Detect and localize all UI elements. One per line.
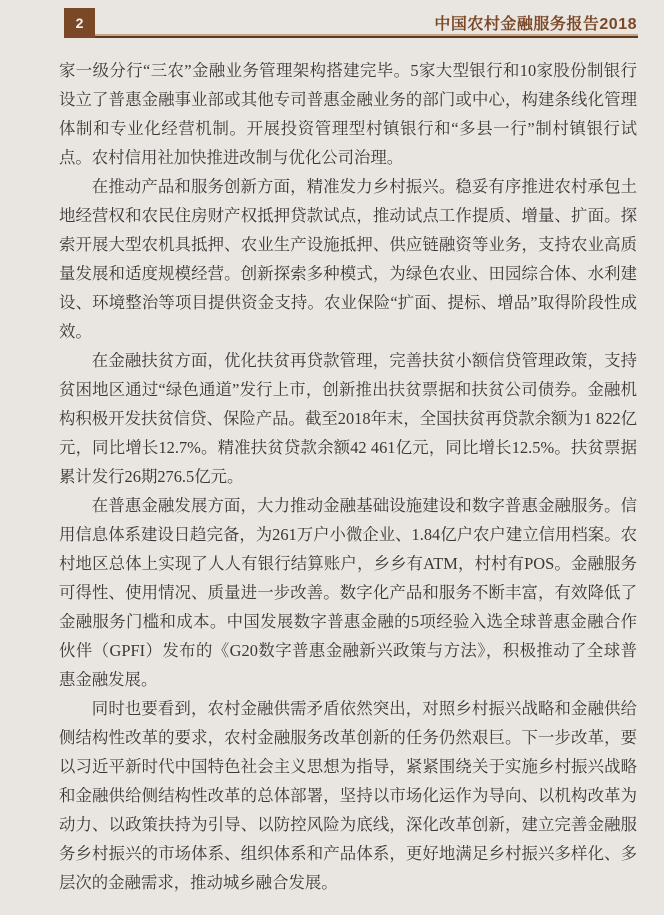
paragraph: 同时也要看到，农村金融供需矛盾依然突出，对照乡村振兴战略和金融供给侧结构性改革的要求，农村金融服务改革创新的任务仍然艰巨。下一步改革，要以习近平新时代中国特色社会主义思想为指导，紧紧围绕关于实施乡村振兴战略和金融供给侧结构性改革的总体部署，坚持以市场化运作为导向、以机构改革为动力、以政策扶持为引导、以防控风险为底线，深化改革创新，建立完善金融服务乡村振兴的市场体系、组织体系和产品体系，更好地满足乡村振兴多样化、多层次的金融需求，推动城乡融合发展。 xyxy=(59,699,637,892)
report-title: 中国农村金融服务报告2018 xyxy=(434,16,637,33)
page-body xyxy=(59,56,637,897)
paragraph-continuation: 家一级分行“三农”金融业务管理架构搭建完毕。5家大型银行和10家股份制银行设立了普惠金融事业部或其他专司普惠金融业务的部门或中心，构建条线化管理体制和专业化经营机制。开展投资管理型村镇银行和“多县一行”制村镇银行试点。农村信用社加快推进改制与优化公司治理。 xyxy=(59,61,637,167)
paragraph: 在金融扶贫方面，优化扶贫再贷款管理，完善扶贫小额信贷管理政策，支持贫困地区通过“绿色通道”发行上市，创新推出扶贫票据和扶贫公司债券。金融机构积极开发扶贫信贷、保险产品。截至2018年末，全国扶贫再贷款余额为1 822亿元，同比增长12.7%。精准扶贫贷款余额42 461亿元，同比增长12.5%。扶贫票据累计发行26期276.5亿元。 xyxy=(59,351,637,486)
paragraph: 在推动产品和服务创新方面，精准发力乡村振兴。稳妥有序推进农村承包土地经营权和农民住房财产权抵押贷款试点，推动试点工作提质、增量、扩面。探索开展大型农机具抵押、农业生产设施抵押、供应链融资等业务，支持农业高质量发展和适度规模经营。创新探索多种模式，为绿色农业、田园综合体、水利建设、环境整治等项目提供资金支持。农业保险“扩面、提标、增品”取得阶段性成效。 xyxy=(59,177,637,341)
header-rule xyxy=(64,34,638,38)
page-number-badge: 2 xyxy=(64,8,95,38)
paragraph: 在普惠金融发展方面，大力推动金融基础设施建设和数字普惠金融服务。信用信息体系建设日趋完备，为261万户小微企业、1.84亿户农户建立信用档案。农村地区总体上实现了人人有银行结算账户，乡乡有ATM，村村有POS。金融服务可得性、使用情况、质量进一步改善。数字化产品和服务不断丰富，有效降低了金融服务门槛和成本。中国发展数字普惠金融的5项经验入选全球普惠金融合作伙伴（GPFI）发布的《G20数字普惠金融新兴政策与方法》，积极推动了全球普惠金融发展。 xyxy=(59,496,637,689)
